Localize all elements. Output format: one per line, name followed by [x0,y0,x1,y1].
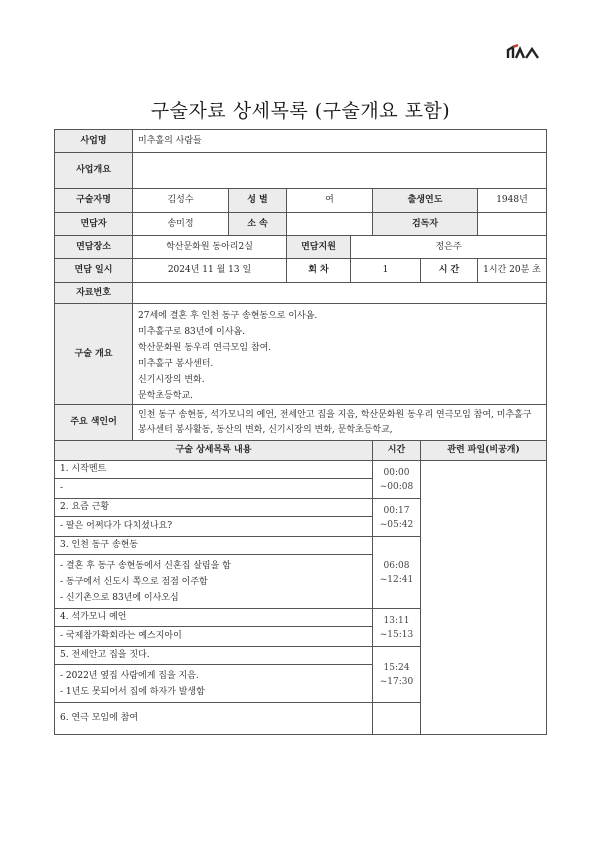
value-affiliation [287,213,373,236]
section-detail [55,555,373,609]
value-session: 1 [351,259,421,283]
time-start: 15:24 [383,662,410,673]
section-detail-line: - 결혼 후 동구 송현동에서 신혼집 살림을 함 [60,560,231,571]
institution-logo-icon [506,42,544,62]
time-end: ~12:41 [379,574,414,585]
section-time [373,461,421,499]
value-date: 2024년 11 월 13 일 [133,259,287,283]
value-keywords: 인천 동구 송현동, 석가모니의 예언, 전세안고 집을 지음, 학산문화원 동우리 연극모임 참여, 미추홀구 봉사센터 봉사활동, 동산의 변화, 신기시장의 변화, 문학초등학교, [133,405,547,441]
section-detail: - 팔은 어쩌다가 다치셨나요? [55,517,373,537]
row-interviewer [55,213,547,236]
section-detail: - 국제참가확회라는 예스지아이 [55,627,373,647]
section-time [373,537,421,609]
section-detail-line: - 2022년 옆집 사람에게 집을 지음. [60,670,199,681]
row-project-name [55,130,547,153]
section-title: 3. 인천 동구 송현동 [55,537,373,555]
section-detail-line: - 동구에서 신도시 쪽으로 점점 이주함 [60,576,208,587]
row-place [55,236,547,259]
label-keywords: 주요 색인어 [55,405,133,441]
value-summary [133,304,547,405]
section-time [373,609,421,647]
label-narrator: 구술자명 [55,189,133,213]
value-interviewer: 송미정 [133,213,229,236]
value-duration: 1시간 20분 초 [478,259,547,283]
label-summary: 구술 개요 [55,304,133,405]
value-place: 학산문화원 동아리2실 [133,236,287,259]
time-start: 00:00 [383,467,410,478]
section-time [373,647,421,703]
row-summary [55,304,547,405]
summary-line: 27세에 결혼 후 인천 동구 송현동으로 이사옴. [138,311,318,321]
label-interviewer: 면담자 [55,213,133,236]
section-detail [55,665,373,703]
label-place: 면담장소 [55,236,133,259]
value-birth-year: 1948년 [478,189,547,213]
label-project-name: 사업명 [55,130,133,153]
row-narrator [55,189,547,213]
section-title: 4. 석가모니 예언 [55,609,373,627]
summary-line: 신기시장의 변화. [138,375,205,385]
value-reviewer [478,213,547,236]
summary-line: 학산문화원 동우리 연극모임 참여. [138,343,272,353]
row-date [55,259,547,283]
section-time [373,499,421,537]
time-end: ~17:30 [379,676,414,687]
value-project-name: 미추홀의 사람들 [133,130,547,153]
section-detail-line: - 1년도 못되어서 집에 하자가 발생함 [60,686,205,697]
row-project-summary [55,153,547,189]
label-record-no: 자료번호 [55,283,133,304]
value-gender: 여 [287,189,373,213]
time-end: ~05:42 [379,519,414,530]
time-end: ~15:13 [379,629,414,640]
label-project-summary: 사업개요 [55,153,133,189]
files-header: 관련 파일(비공개) [421,441,547,461]
time-end: ~00:08 [379,481,414,492]
label-reviewer: 검독자 [373,213,478,236]
section-title: 6. 연극 모임에 참여 [55,703,373,735]
label-supporter: 면담지원 [287,236,351,259]
time-start: 06:08 [383,560,410,571]
section-title: 1. 시작멘트 [55,461,373,479]
time-start: 00:17 [383,505,410,516]
time-start: 13:11 [383,615,410,626]
value-project-summary [133,153,547,189]
label-duration: 시 간 [421,259,478,283]
details-header-row [55,441,547,461]
oral-record-form [54,129,547,735]
value-narrator: 김성수 [133,189,229,213]
document-title: 구술자료 상세목록 (구술개요 포함) [150,100,451,122]
section-title: 5. 전세안고 집을 짓다. [55,647,373,665]
label-date: 면담 일시 [55,259,133,283]
section-title-row [55,461,547,479]
related-files-cell [421,461,547,735]
section-time [373,703,421,735]
label-birth-year: 출생연도 [373,189,478,213]
label-session: 회 차 [287,259,351,283]
section-title: 2. 요즘 근황 [55,499,373,517]
row-keywords [55,405,547,441]
summary-line: 문학초등학교. [138,391,194,401]
label-gender: 성 별 [229,189,287,213]
section-detail: - [55,479,373,499]
label-affiliation: 소 속 [229,213,287,236]
details-header: 구술 상세목록 내용 [55,441,373,461]
summary-line: 미추홀구로 83년에 이사옴. [138,327,245,337]
section-detail-line: - 신기촌으로 83년에 이사오심 [60,592,179,603]
row-record-no [55,283,547,304]
time-header: 시간 [373,441,421,461]
value-supporter: 정은주 [351,236,547,259]
summary-line: 미추홀구 봉사센터. [138,359,214,369]
value-record-no [133,283,547,304]
